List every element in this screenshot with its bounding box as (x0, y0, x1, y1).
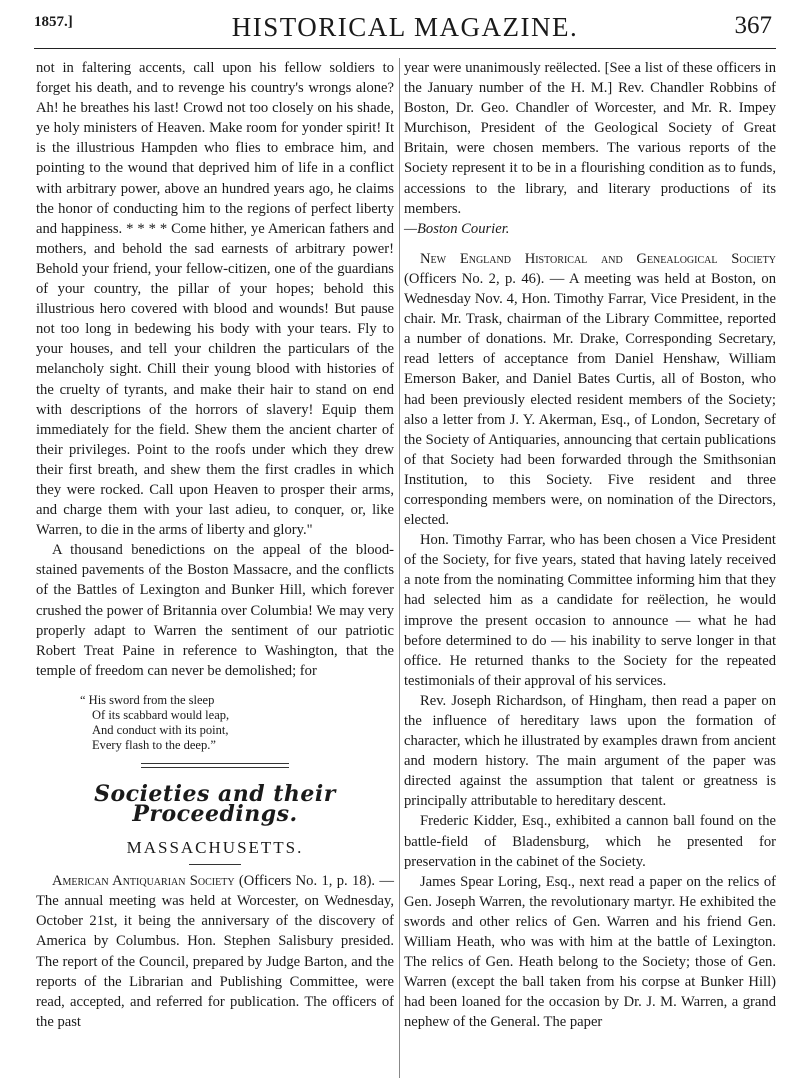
left-paragraph-2: A thousand benedictions on the appeal of the blood-stained pavements of the Boston Massacre, and the conflicts of the Battles of Lexington and Bunker Hill, which forever crushed the power of Britannia over Columbia! We may very properly adapt to Warren the sentiment of our patriotic Robert Treat Paine in reference to Washington, that the temple of freedom can never be demolished; for (36, 542, 394, 679)
verse-line: And conduct with its point, (92, 722, 229, 737)
verse-quote (80, 693, 394, 753)
right-column (404, 58, 776, 1033)
verse-line: Every flash to the deep.” (92, 737, 216, 752)
section-heading: Societies and their Proceedings. (94, 780, 336, 827)
right-paragraph-1-source: —Boston Courier. (404, 220, 510, 237)
society-name: American Antiquarian Society (52, 873, 235, 890)
verse-line: “ His sword from the sleep (80, 692, 215, 707)
header-rule (34, 48, 776, 49)
header-year: 1857.] (34, 14, 73, 30)
right-paragraph-6: James Spear Loring, Esq., next read a paper on the relics of Gen. Joseph Warren, the revolutionary martyr. He exhibited the swords and other relics of Gen. Warren and his friend Gen. William Heath, who was with him at the battle of Lexington. The relics of Gen. Heath belong to the Society; those of Gen. Warren (except the ball taken from his corpse at Bunker Hill) had been loaned for the occasion by Dr. J. M. Warren, a grand nephew of the General. The paper (404, 873, 776, 1031)
society-name: New England Historical and Genealogical Society (420, 250, 776, 267)
left-paragraph-3 (36, 871, 394, 1032)
section-divider (141, 763, 289, 768)
page-header (34, 8, 776, 44)
right-paragraph-2-text: (Officers No. 2, p. 46). — A meeting was held at Boston, on Wednesday Nov. 4, Hon. Timothy Farrar, Vice President, in the chair. Mr. Trask, chairman of the Library Committee, reported a number of donations. Mr. Drake, Corresponding Secretary, read letters of acceptance from Daniel Henshaw, William Emerson Baker, and Daniel Bates Curtis, all of Boston, who had been previously elected resident members of the Society; also a letter from J. Y. Akerman, Esq., of London, Secretary of the Society of Antiquaries, announcing that certain publications of that Society had been forwarded through the Smithsonian Institution, to this Society. Five resident and three corresponding members were, on nomination of the Directors, elected. (404, 270, 776, 529)
verse-line: Of its scabbard would leap, (92, 707, 230, 722)
header-title: HISTORICAL MAGAZINE. (231, 12, 579, 42)
right-paragraph-5: Frederic Kidder, Esq., exhibited a cannon ball found on the battle-field of Bladensburg, which he presented for preservation in the cabinet of the Society. (404, 813, 776, 870)
right-paragraph-2 (404, 249, 776, 530)
right-paragraph-3: Hon. Timothy Farrar, who has been chosen a Vice President of the Society, for five years, stated that having lately received a note from the nominating Committee informing him that they had selected him as a candidate for reëlection, he would improve the present occasion to announce — what he had before determined to do — his inability to serve longer in that office. He returned thanks to the Society for the repeated testimonials of their approval of his services. (404, 532, 776, 689)
left-column (36, 58, 394, 1032)
short-divider (189, 864, 241, 865)
left-paragraph-1: not in faltering accents, call upon his fellow soldiers to forget his death, and to revenge his country's wrongs alone? Ah! he breathes his last! Crowd not too closely on his shade, ye holy ministers of Heaven. Make room for yonder spirit! It is the illustrious Hampden who flies to embrace him, and pointing to the wound that deprived him of life in a conflict with arbitrary power, above an hundred years ago, he claims the honor of conducting him to the regions of perfect liberty and happiness. * * * * Come hither, ye American fathers and mothers, and behold the sad earnests of arbitrary power! Behold your friend, your fellow-citizen, one of the guardians of your country, the pillar of your hopes; behold this illustrious hero covered with blood and wounds! But pause not too long in bedewing his body with your tears. Fly to your houses, and tell your children the particulars of the melancholy sight. Chill their young blood with histories of the cruelty of tyrants, and make their hair to stand on end with descriptions of the horrors of slavery! Equip them immediately for the field. Shew them the ancient charter of their privileges. Point to the roofs under which they drew their first breath, and shew them the first cradles in which they were rocked. Call upon Heaven to prosper their arms, and charge them with your last adieu, to conquer, or, like Warren, to die in the arms of liberty and glory." (36, 60, 394, 539)
left-paragraph-3-text: (Officers No. 1, p. 18). — The annual meeting was held at Worcester, on Wednesday, October 21st, it being the anniversary of the discovery of America by Columbus. Hon. Stephen Salisbury presided. The report of the Council, prepared by Judge Barton, and the reports of the Librarian and Publishing Committee, were read, accepted, and referred for publication. The officers of the past (36, 873, 394, 1030)
header-page-number: 367 (734, 12, 772, 39)
right-paragraph-4: Rev. Joseph Richardson, of Hingham, then read a paper on the influence of hereditary laws upon the formation of character, which he illustrated by examples drawn from ancient and modern history. The main argument of the paper was directed against the assumption that talent or greatness is principally attributable to hereditary descent. (404, 692, 776, 810)
state-heading: MASSACHUSETTS. (126, 838, 304, 858)
right-paragraph-1: year were unanimously reëlected. [See a list of these officers in the January number of the H. M.] Rev. Chandler Robbins of Boston, Dr. Geo. Chandler of Worcester, and Mr. R. Impey Murchison, President of the Geological Society of Great Britain, were chosen members. The various reports of the Society represent it to be in a flourishing condition as to funds, accessions to the library, and literary productions of its members. (404, 60, 776, 217)
column-divider (399, 58, 400, 1078)
